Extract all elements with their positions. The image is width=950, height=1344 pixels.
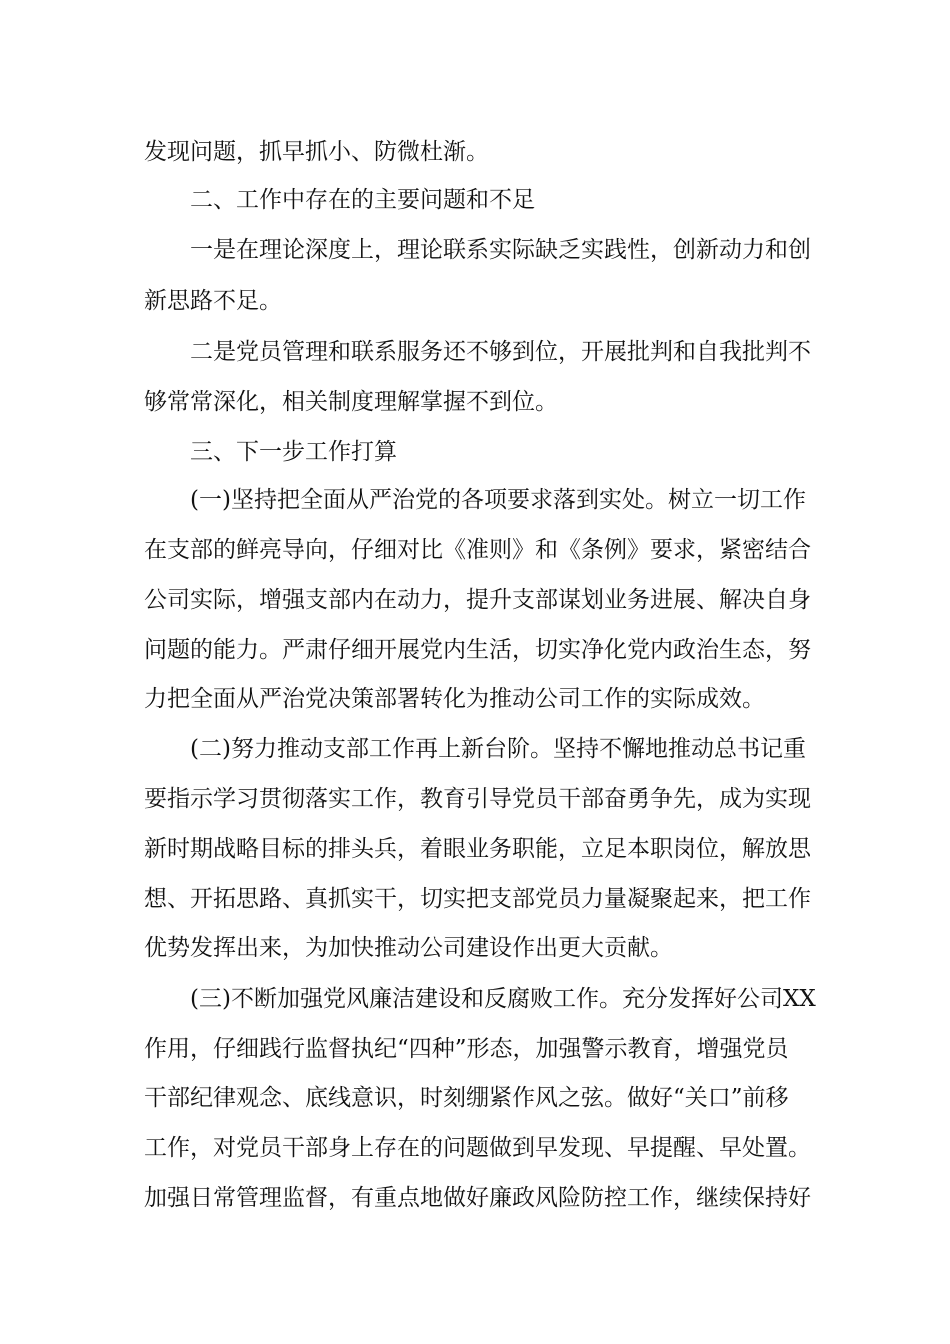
paragraph-line: 一是在理论深度上，理论联系实际缺乏实践性，创新动力和创 — [190, 237, 811, 263]
section-heading: 三、下一步工作打算 — [190, 439, 397, 465]
paragraph-line: 发现问题，抓早抓小、防微杜渐。 — [144, 139, 489, 165]
paragraph-line: 公司实际，增强支部内在动力，提升支部谋划业务进展、解决自身 — [144, 587, 811, 613]
paragraph-line: 力把全面从严治党决策部署转化为推动公司工作的实际成效。 — [144, 686, 765, 712]
paragraph-line: 新思路不足。 — [144, 288, 282, 314]
paragraph-line: 优势发挥出来，为加快推动公司建设作出更大贡献。 — [144, 935, 673, 961]
paragraph-line: 加强日常管理监督，有重点地做好廉政风险防控工作，继续保持好 — [144, 1185, 811, 1211]
paragraph-line: 新时期战略目标的排头兵，着眼业务职能，立足本职岗位，解放思 — [144, 836, 811, 862]
paragraph-line: 问题的能力。严肃仔细开展党内生活，切实净化党内政治生态，努 — [144, 637, 811, 663]
paragraph-line: (一)坚持把全面从严治党的各项要求落到实处。树立一切工作 — [190, 487, 806, 513]
paragraph-line: 作用，仔细践行监督执纪“四种”形态，加强警示教育，增强党员 — [144, 1036, 789, 1062]
paragraph-line: 二是党员管理和联系服务还不够到位，开展批判和自我批判不 — [190, 339, 811, 365]
section-heading: 二、工作中存在的主要问题和不足 — [190, 187, 535, 213]
paragraph-line: 够常常深化，相关制度理解掌握不到位。 — [144, 389, 558, 415]
paragraph-line: 工作，对党员干部身上存在的问题做到早发现、早提醒、早处置。 — [144, 1135, 811, 1161]
paragraph-line: 干部纪律观念、底线意识，时刻绷紧作风之弦。做好“关口”前移 — [144, 1085, 789, 1111]
paragraph-line: 要指示学习贯彻落实工作，教育引导党员干部奋勇争先，成为实现 — [144, 786, 811, 812]
paragraph-line: (三)不断加强党风廉洁建设和反腐败工作。充分发挥好公司XX — [190, 986, 816, 1012]
paragraph-line: 想、开拓思路、真抓实干，切实把支部党员力量凝聚起来，把工作 — [144, 886, 811, 912]
paragraph-line: 在支部的鲜亮导向，仔细对比《准则》和《条例》要求，紧密结合 — [144, 537, 811, 563]
paragraph-line: (二)努力推动支部工作再上新台阶。坚持不懈地推动总书记重 — [190, 736, 806, 762]
